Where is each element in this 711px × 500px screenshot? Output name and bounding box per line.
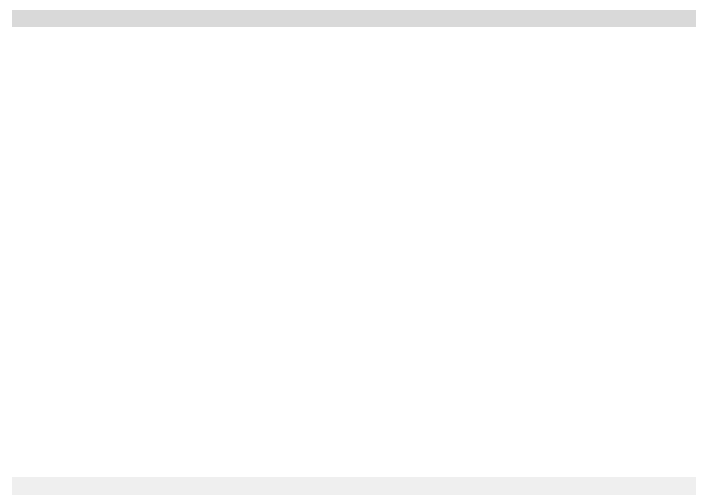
table-header bbox=[12, 10, 696, 27]
table-row bbox=[12, 477, 696, 495]
